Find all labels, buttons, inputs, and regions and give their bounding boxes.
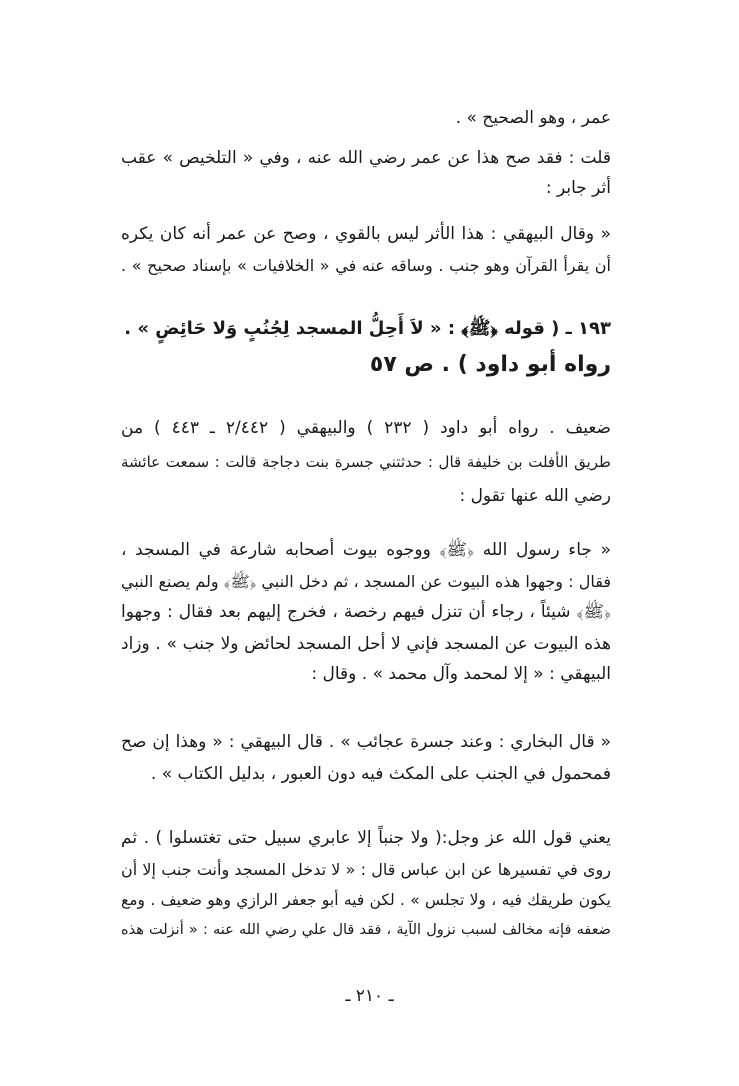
text-line-15: البيهقي : « إلا لمحمد وآل محمد » . وقال : bbox=[311, 664, 611, 684]
text-line-12: فقال : وجهوا هذه البيوت عن المسجد ، ثم دخل النبي ﴿ﷺ﴾ ولم يصنع النبي bbox=[121, 572, 611, 591]
text-line-18: يعني قول الله عز وجل:( ولا جنباً إلا عابري سبيل حتى تغتسلوا ) . ثم bbox=[121, 828, 611, 848]
text-line-16: « قال البخاري : وعند جسرة عجائب » . قال البيهقي : « وهذا إن صح bbox=[121, 732, 611, 752]
text-line-14: هذه البيوت عن المسجد فإني لا أحل المسجد لحائض ولا جنب » . وزاد bbox=[121, 634, 611, 654]
text-line-10: رضي الله عنها تقول : bbox=[459, 486, 611, 506]
text-line-21: ضعفه فإنه مخالف لسبب نزول الآية ، فقد قال علي رضي الله عنه : « أنزلت هذه bbox=[121, 922, 611, 938]
text-line-17: فمحمول في الجنب على المكث فيه دون العبور ، بدليل الكتاب » . bbox=[150, 764, 611, 784]
hadith-heading: ١٩٣ ـ ( قوله ﴿ﷺ﴾ : « لاَ أَحِلُّ المسجد لِجُنُبٍ وَلا حَائِضٍ » . bbox=[124, 318, 611, 339]
text-line-19: روى في تفسيرها عن ابن عباس قال : « لا تدخل المسجد وأنت جنب إلا أن bbox=[121, 860, 611, 879]
text-line-9: طريق الأفلت بن خليفة قال : حدثتني جسرة بنت دجاجة قالت : سمعت عائشة bbox=[121, 453, 611, 471]
text-line-5: أن يقرأ القرآن وهو جنب . وساقه عنه في « الخلافيات » بإسناد صحيح » . bbox=[121, 256, 611, 275]
page-number: ـ ٢١٠ ـ bbox=[345, 986, 394, 1006]
text-line-8: ضعيف . رواه أبو داود ( ٢٣٢ ) والبيهقي ( ٢/٤٤٢ ـ ٤٤٣ ) من bbox=[121, 418, 611, 438]
text-line-4: « وقال البيهقي : هذا الأثر ليس بالقوي ، وصح عن عمر أنه كان يكره bbox=[121, 224, 611, 244]
text-line-2: قلت : فقد صح هذا عن عمر رضي الله عنه ، وفي « التلخيص » عقب bbox=[121, 148, 611, 168]
text-line-1: عمر ، وهو الصحيح » . bbox=[455, 108, 611, 128]
text-line-20: يكون طريقك فيه ، ولا تجلس » . لكن فيه أبو جعفر الرازي وهو ضعيف . ومع bbox=[121, 891, 611, 909]
text-line-3: أثر جابر : bbox=[545, 178, 611, 198]
text-line-11: « جاء رسول الله ﴿ﷺ﴾ ووجوه بيوت أصحابه شارعة في المسجد ، bbox=[121, 540, 611, 560]
hadith-source: رواه أبو داود ) . ص ٥٧ bbox=[369, 352, 611, 377]
text-line-13: ﴿ﷺ﴾ شيئاً ، رجاء أن تنزل فيهم رخصة ، فخرج إليهم بعد فقال : وجهوا bbox=[121, 602, 611, 622]
